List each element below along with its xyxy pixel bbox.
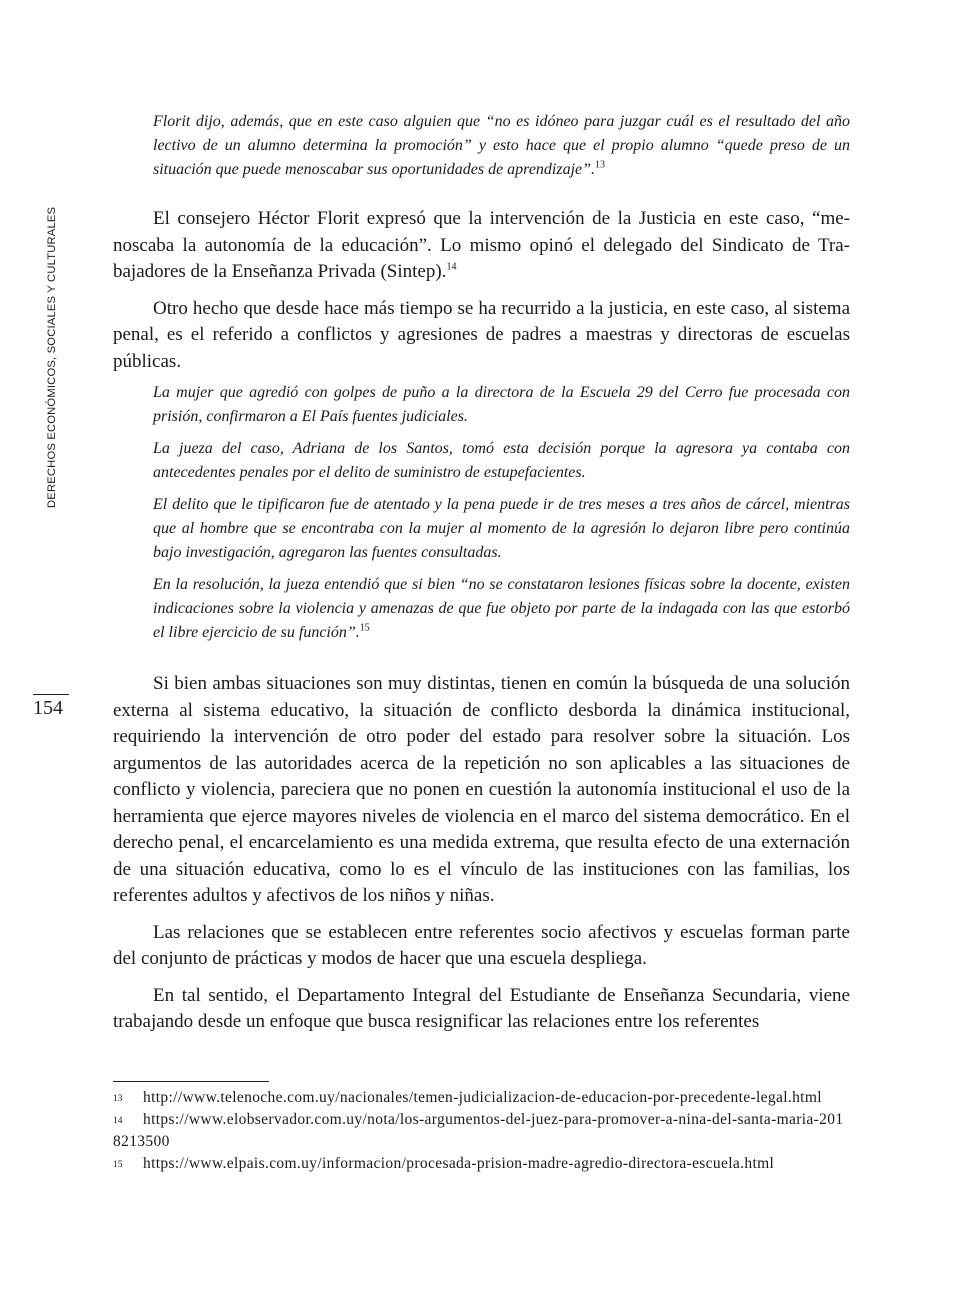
- footnotes: [113, 1087, 850, 1175]
- block-quote-text: En la resolución, la jueza entendió que si bien “no se constataron lesiones físicas sobre la docente, existen indicaciones sobre la violencia y amenazas de que fue objeto por parte de la indagada con las que estorbó el libre ejercicio de su función”.: [153, 576, 850, 641]
- footnote: [113, 1087, 850, 1109]
- paragraph-text: Si bien ambas situaciones son muy distintas, tienen en común la búsqueda de una solución externa al sistema educativo, la situación de conflicto desborda la dinámica institucional, requiriendo la intervención de otro poder del estado para resolver sobre la situación. Los argumentos de las autoridades acerca de la repetición no son aplicables a las situaciones de conflicto y violencia, pareciera que no ponen en cuestión la autonomía institucional el uso de la herramienta que ejerce mayores niveles de violencia en el marco del sistema democrático. En el derecho penal, el encarcelamiento es una medida extrema, que resulta efecto de una externación de una situación educativa, como lo es el vínculo de las instituciones con las familias, los referentes adultos y afectivos de los niños y niñas.: [113, 673, 850, 906]
- footnote-link[interactable]: https://www.elobservador.com.uy/nota/los-argumentos-del-juez-para-promover-a-nina-del-santa-maria-2018213500: [113, 1111, 844, 1150]
- footnote-ref[interactable]: 13: [595, 159, 606, 171]
- footnote: [113, 1109, 850, 1153]
- footnote: [113, 1153, 850, 1175]
- footnote-number: 15: [113, 1160, 123, 1170]
- footnote-link[interactable]: http://www.telenoche.com.uy/nacionales/temen-judicializacion-de-educacion-por-precedente-legal.html: [143, 1089, 822, 1106]
- body-paragraph: [113, 920, 850, 973]
- paragraph-text: Otro hecho que desde hace más tiempo se ha recurrido a la justicia, en este caso, al sistema penal, es el referido a conflictos y agresiones de padres a maestras y directoras de escuelas públicas.: [113, 297, 850, 372]
- body-paragraph: [113, 983, 850, 1036]
- paragraph-text: Las relaciones que se establecen entre referentes socio afectivos y escuelas forman parte del conjunto de prácticas y modos de hacer que una escuela despliega.: [113, 921, 850, 969]
- footnote-link[interactable]: https://www.elpais.com.uy/informacion/procesada-prision-madre-agredio-directora-escuela.html: [143, 1155, 775, 1172]
- main-content: [113, 110, 850, 1046]
- running-header-vertical: DERECHOS ECONÓMICOS, SOCIALES Y CULTURALES: [46, 206, 58, 508]
- paragraph-text: El consejero Héctor Florit expresó que la intervención de la Justicia en este caso, “menoscaba la autonomía de la educación”. Lo mismo opinó el delegado del Sindicato de Trabajadores de la Enseñanza Privada (Sintep).: [113, 208, 850, 282]
- block-quote-text: La mujer que agredió con golpes de puño a la directora de la Escuela 29 del Cerro fue procesada con prisión, confirmaron a El País fuentes judiciales.: [153, 384, 850, 425]
- footnote-number: 13: [113, 1094, 123, 1104]
- block-quote: [153, 573, 850, 645]
- block-quote: [153, 381, 850, 429]
- block-quote-text: El delito que le tipificaron fue de atentado y la pena puede ir de tres meses a tres años de cárcel, mientras que al hombre que se encontraba con la mujer al momento de la agresión lo dejaron libre pero continúa bajo investigación, agregaron las fuentes consultadas.: [153, 496, 850, 561]
- footnote-ref[interactable]: 15: [359, 622, 370, 634]
- footnote-number: 14: [113, 1116, 123, 1126]
- block-quote: [153, 493, 850, 565]
- body-paragraph: [113, 296, 850, 376]
- block-quote-text: Florit dijo, además, que en este caso alguien que “no es idóneo para juzgar cuál es el resultado del año lectivo de un alumno determina la promoción” y esto hace que el propio alumno “quede preso de un situación que puede menoscabar sus oportunidades de aprendizaje”.: [153, 113, 850, 178]
- page-number-rule: [33, 694, 69, 695]
- footnote-separator: [113, 1081, 269, 1082]
- body-paragraph: [113, 206, 850, 286]
- block-quote-text: La jueza del caso, Adriana de los Santos, tomó esta decisión porque la agresora ya contaba con antecedentes penales por el delito de suministro de estupefacientes.: [153, 440, 850, 481]
- block-quote: [153, 110, 850, 182]
- body-paragraph: [113, 671, 850, 910]
- paragraph-text: En tal sentido, el Departamento Integral del Estudiante de Enseñanza Secundaria, viene trabajando desde un enfoque que busca resignificar las relaciones entre los referentes: [113, 984, 850, 1032]
- page-number: 154: [33, 697, 63, 719]
- footnote-ref[interactable]: 14: [446, 261, 457, 273]
- block-quote: [153, 437, 850, 485]
